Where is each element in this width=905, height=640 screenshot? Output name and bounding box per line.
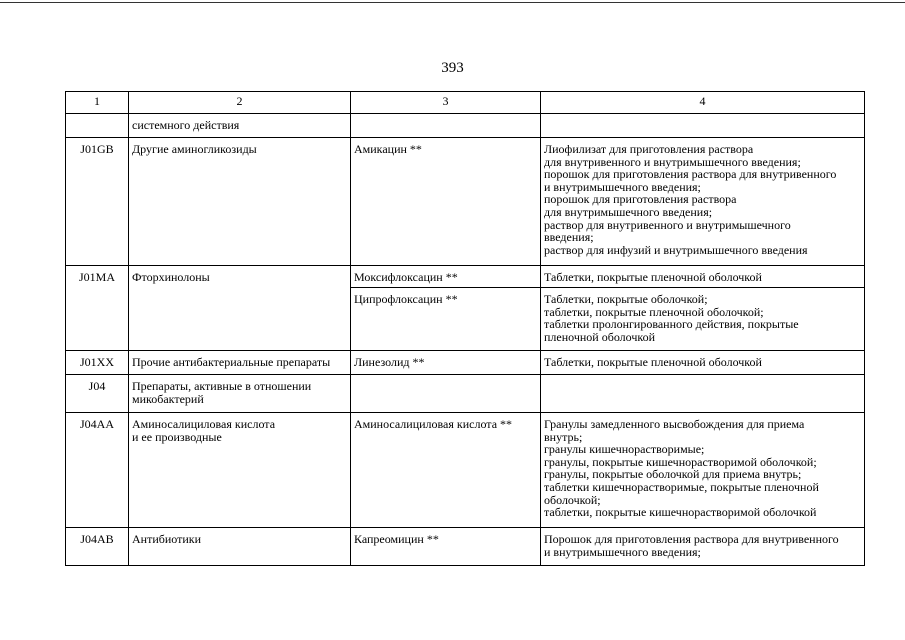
dosage-forms-cell	[541, 138, 865, 266]
dosage-form-line: введения;	[544, 230, 594, 245]
group-cell: Антибиотики	[129, 528, 351, 566]
dosage-form-line: Таблетки, покрытые оболочкой;	[544, 292, 708, 306]
dosage-forms-cell	[541, 266, 865, 288]
dosage-forms-cell	[541, 528, 865, 566]
column-header-4: 4	[541, 92, 865, 114]
group-line: Препараты, активные в отношении	[132, 379, 312, 393]
drug-cell: Аминосалициловая кислота **	[351, 413, 541, 528]
drug-cell: Ципрофлоксацин **	[351, 288, 541, 351]
column-header-3: 3	[351, 92, 541, 114]
dosage-form-line: раствор для внутривенного и внутримышечного	[544, 217, 791, 232]
dosage-forms-cell	[541, 413, 865, 528]
dosage-form-line: внутрь;	[544, 429, 583, 444]
dosage-form-line: для внутривенного и внутримышечного введения;	[544, 154, 801, 169]
dosage-forms-cell	[541, 288, 865, 351]
dosage-form-line: оболочкой;	[544, 492, 601, 507]
dosage-form-line: и внутримышечного введения;	[544, 544, 701, 559]
group-line: Аминосалициловая кислота	[132, 417, 276, 431]
dosage-form-line: гранулы, покрытые кишечнорастворимой оболочкой;	[544, 454, 817, 469]
drug-cell	[351, 375, 541, 413]
atc-code-cell: J01MA	[66, 266, 129, 351]
drug-cell: Линезолид **	[351, 351, 541, 375]
dosage-form-line: Таблетки, покрытые пленочной оболочкой	[544, 355, 762, 369]
group-line: и ее производные	[132, 429, 222, 444]
drug-cell: Капреомицин **	[351, 528, 541, 566]
column-header-2: 2	[129, 92, 351, 114]
group-cell: Другие аминогликозиды	[129, 138, 351, 266]
group-cell: системного действия	[129, 114, 351, 138]
top-border-line	[0, 2, 905, 3]
table-row	[66, 413, 865, 528]
dosage-form-line: гранулы кишечнорастворимые;	[544, 442, 705, 457]
column-header-1: 1	[66, 92, 129, 114]
dosage-form-line: Таблетки, покрытые пленочной оболочкой	[544, 270, 762, 284]
atc-code-cell	[66, 114, 129, 138]
dosage-forms-cell	[541, 351, 865, 375]
group-line: микобактерий	[132, 391, 204, 406]
dosage-form-line: таблетки, покрытые пленочной оболочкой;	[544, 304, 764, 319]
table-row	[66, 528, 865, 566]
atc-code-cell: J04AB	[66, 528, 129, 566]
dosage-form-line: таблетки пролонгированного действия, покрытые	[544, 317, 799, 332]
dosage-form-line: Порошок для приготовления раствора для внутривенного	[544, 532, 839, 546]
atc-code-cell: J04	[66, 375, 129, 413]
table-row	[66, 138, 865, 266]
dosage-forms-cell	[541, 375, 865, 413]
dosage-form-line: раствор для инфузий и внутримышечного введения	[544, 242, 808, 257]
group-cell: Фторхинолоны	[129, 266, 351, 351]
group-cell	[129, 375, 351, 413]
atc-code-cell: J04AA	[66, 413, 129, 528]
atc-code-cell: J01GB	[66, 138, 129, 266]
drug-cell: Амикацин **	[351, 138, 541, 266]
dosage-form-line: и внутримышечного введения;	[544, 179, 701, 194]
dosage-form-line: Гранулы замедленного высвобождения для приема	[544, 417, 805, 431]
dosage-form-line: таблетки кишечнорастворимые, покрытые пленочной	[544, 479, 819, 494]
dosage-form-line: для внутримышечного введения;	[544, 204, 713, 219]
drug-table	[65, 91, 865, 566]
table-row	[66, 266, 865, 288]
group-cell	[129, 413, 351, 528]
table-row	[66, 114, 865, 138]
dosage-form-line: Лиофилизат для приготовления раствора	[544, 142, 754, 156]
table-header-row	[66, 92, 865, 114]
group-cell: Прочие антибактериальные препараты	[129, 351, 351, 375]
drug-cell	[351, 114, 541, 138]
drug-cell: Моксифлоксацин **	[351, 266, 541, 288]
dosage-form-line: гранулы, покрытые оболочкой для приема внутрь;	[544, 467, 802, 482]
dosage-form-line: порошок для приготовления раствора	[544, 192, 737, 207]
atc-code-cell: J01XX	[66, 351, 129, 375]
dosage-form-line: таблетки, покрытые кишечнорастворимой оболочкой	[544, 505, 817, 520]
page-number: 393	[441, 60, 464, 76]
dosage-form-line: пленочной оболочкой	[544, 329, 656, 344]
table-row	[66, 375, 865, 413]
table-row	[66, 351, 865, 375]
dosage-forms-cell	[541, 114, 865, 138]
dosage-form-line: порошок для приготовления раствора для внутривенного	[544, 167, 837, 182]
